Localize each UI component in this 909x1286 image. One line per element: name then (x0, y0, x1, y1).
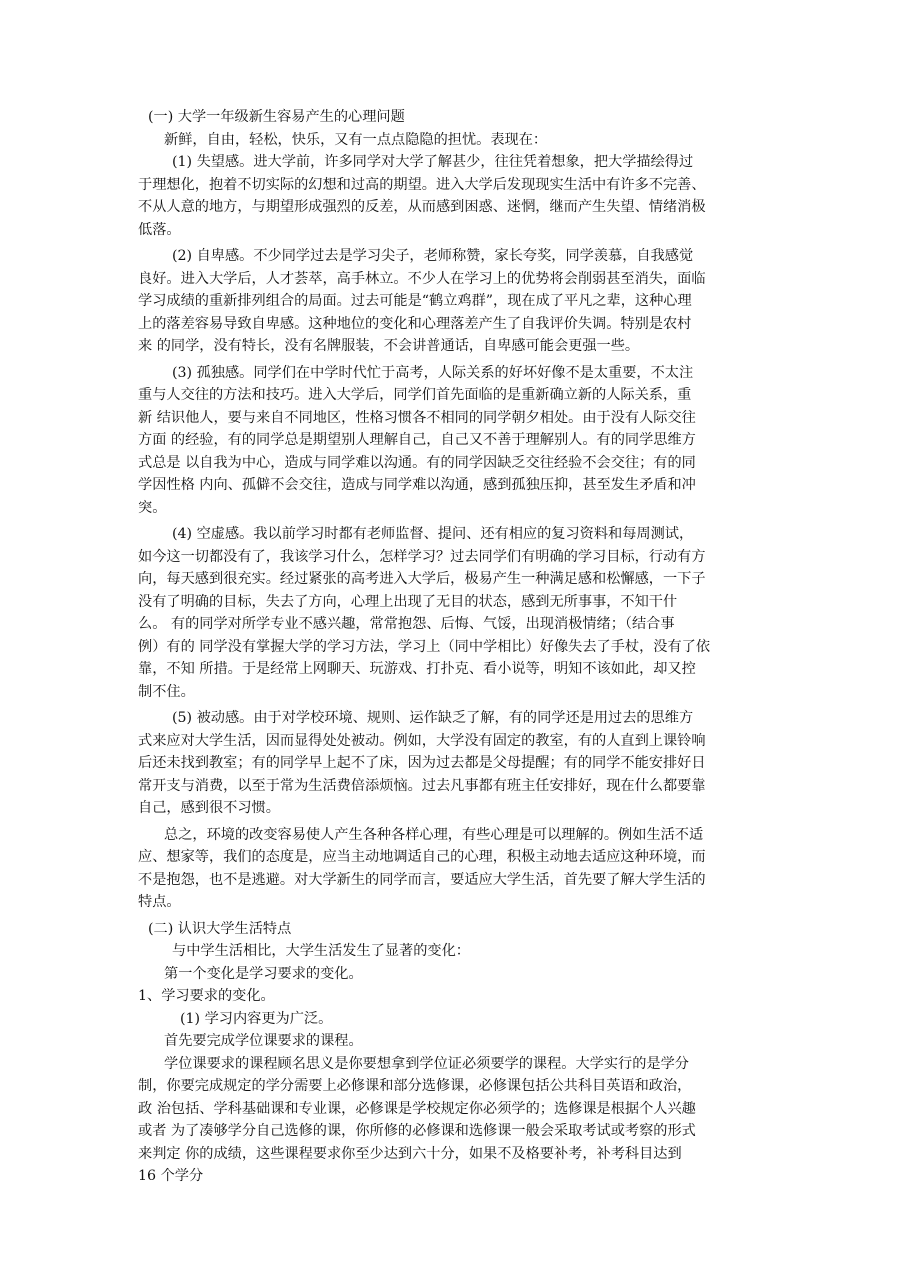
section-heading-1: (一) 大学一年级新生容易产生的心理问题 (148, 109, 405, 125)
paragraph-inferiority: (2) 自卑感。不少同学过去是学习尖子，老师称赞，家长夸奖，同学羡慕，自我感觉 良好。进入大学后，人才荟萃，高手林立。不少人在学习上的优势将会削弱甚至消失，面临 学习成绩的重新排列组合的局面。过去可能是“鹤立鸡群”，现在成了平凡之辈，这种心理 上的落差容易导致自卑感。这种地位的变化和心理落差产生了自我评价失调。特别是农村 来 的同学，没有特长，没有名牌服装，不会讲普通话，自卑感可能会更强一些。 (138, 248, 706, 354)
paragraph-passivity: (5) 被动感。由于对学校环境、规则、运作缺乏了解，有的同学还是用过去的思维方 式来应对大学生活，因而显得处处被动。例如，大学没有固定的教室，有的人直到上课铃响 后还未找到教室；有的同学早上起不了床，因为过去都是父母提醒；有的同学不能安排好日 常开支与消费，以至于常为生活费倍添烦恼。过去凡事都有班主任安排好，现在什么都要靠 自己，感到很不习惯。 (138, 710, 706, 816)
document-page (138, 106, 778, 1192)
first-change-line: 第一个变化是学习要求的变化。 (164, 965, 363, 982)
intro-line: 新鲜，自由，轻松，快乐，又有一点点隐隐的担忧。表现在： (164, 131, 548, 148)
item-1-heading: 1、学习要求的变化。 (138, 988, 275, 1004)
paragraph-degree-courses: 学位课要求的课程顾名思义是你要想拿到学位证必须要学的课程。大学实行的是学分 制，你要完成规定的学分需要上必修课和部分选修课，必修课包括公共科目英语和政治， 政 治包括、学科基础课和专业课，必修课是学校规定你必须学的；选修课是根据个人兴趣 或者 为了凑够学分自己选修的课，你所修的必修课和选修课一般会采取考试或考察的形式 来判定 你的成绩，这些课程要求你至少达到六十分，如果不及格要补考，补考科目达到 16 个学分 (138, 1055, 696, 1184)
paragraph-loneliness: (3) 孤独感。同学们在中学时代忙于高考，人际关系的好坏好像不是太重要，不太注 重与人交往的方法和技巧。进入大学后，同学们首先面临的是重新确立新的人际关系，重 新 结识他人，要与来自不同地区，性格习惯各不相同的同学朝夕相处。由于没有人际交往 方面 的经验，有的同学总是期望别人理解自己，自己又不善于理解别人。有的同学思维方 式总是 以自我为中心，造成与同学难以沟通。有的同学因缺乏交往经验不会交往；有的同 学因性格 内向、孤僻不会交往，造成与同学难以沟通，感到孤独压抑，甚至发生矛盾和冲 突。 (138, 364, 696, 516)
subitem-1-text: 首先要完成学位课要求的课程。 (164, 1033, 363, 1049)
section-2-intro: 与中学生活相比，大学生活发生了显著的变化： (172, 943, 470, 959)
paragraph-disappointment: (1) 失望感。进大学前，许多同学对大学了解甚少，往往凭着想象，把大学描绘得过 于理想化，抱着不切实际的幻想和过高的期望。进入大学后发现现实生活中有许多不完善、 不从人意的地方，与期望形成强烈的反差，从而感到困惑、迷惘，继而产生失望、情绪消极 低落。 (138, 154, 706, 238)
section-heading-2: (二) 认识大学生活特点 (148, 920, 292, 937)
paragraph-summary: 总之，环境的改变容易使人产生各种各样心理，有些心理是可以理解的。例如生活不适 应、想家等，我们的态度是，应当主动地调适自己的心理，积极主动地去适应这种环境，而 不是抱怨，也不是逃避。对大学新生的同学而言，要适应大学生活，首先要了解大学生活的 特点。 (138, 826, 706, 910)
paragraph-emptiness: (4) 空虚感。我以前学习时都有老师监督、提问、还有相应的复习资料和每周测试， 如今这一切都没有了，我该学习什么，怎样学习？过去同学们有明确的学习目标，行动有方 向，每天感到很充实。经过紧张的高考进入大学后，极易产生一种满足感和松懈感，一下子 没有了明确的目标，失去了方向，心理上出现了无目的状态，感到无所事事，不知干什 么。 有的同学对所学专业不感兴趣，常常抱怨、后悔、气馁，出现消极情绪；（结合事 例）有的 同学没有掌握大学的学习方法，学习上（同中学相比）好像失去了手杖，没有了依 靠，不知 所措。于是经常上网聊天、玩游戏、打扑克、看小说等，明知不该如此，却又控 制不住。 (138, 526, 711, 700)
subitem-1-heading: (1) 学习内容更为广泛。 (180, 1010, 333, 1027)
